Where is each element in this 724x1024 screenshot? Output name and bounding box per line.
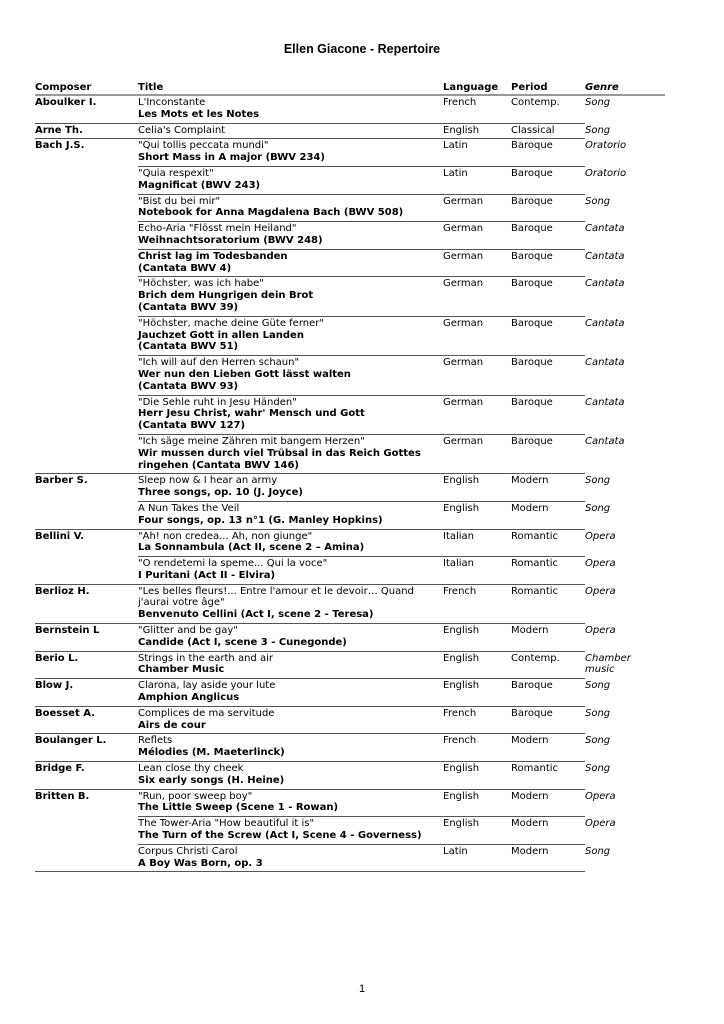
composer-group bbox=[35, 530, 665, 585]
work-title: Herr Jesu Christ, wahr' Mensch und Gott (Cantata BWV 127) bbox=[138, 408, 365, 432]
period-cell: Modern bbox=[511, 475, 549, 487]
composer-name: Bach J.S. bbox=[35, 139, 138, 474]
language-cell: Latin bbox=[443, 845, 468, 857]
language-cell: English bbox=[443, 652, 480, 664]
work-title: Wir mussen durch viel Trübsal in das Reich Gottes ringehen (Cantata BWV 146) bbox=[138, 447, 421, 471]
excerpt-title: Corpus Christi Carol bbox=[138, 845, 238, 857]
row-cells bbox=[138, 357, 585, 395]
language-cell: German bbox=[443, 396, 484, 408]
excerpt-title: Celia's Complaint bbox=[138, 124, 226, 136]
language-cell: German bbox=[443, 278, 484, 290]
title-cell bbox=[138, 625, 443, 649]
excerpt-title: "Höchster, mache deine Güte ferner" bbox=[138, 317, 324, 329]
title-cell bbox=[138, 846, 443, 870]
period-cell: Contemp. bbox=[511, 97, 560, 108]
title-cell bbox=[138, 436, 443, 471]
period-cell: Modern bbox=[511, 625, 549, 637]
excerpt-title: Reflets bbox=[138, 735, 173, 747]
excerpt-title: "Run, poor sweep boy" bbox=[138, 790, 253, 802]
table-row bbox=[138, 317, 665, 356]
genre-cell: Opera bbox=[585, 818, 616, 830]
language-cell: German bbox=[443, 250, 484, 262]
composer-works bbox=[138, 734, 665, 762]
language-cell: German bbox=[443, 223, 484, 235]
period-cell: Baroque bbox=[511, 680, 553, 692]
genre-cell: Cantata bbox=[585, 357, 625, 369]
genre-cell: Song bbox=[585, 707, 611, 719]
work-title: Six early songs (H. Heine) bbox=[138, 774, 285, 786]
composer-name: Blow J. bbox=[35, 679, 138, 707]
row-cells bbox=[138, 278, 585, 316]
period-cell: Baroque bbox=[511, 195, 553, 207]
genre-cell: Cantata bbox=[585, 223, 625, 235]
work-title: Brich dem Hungrigen dein Brot (Cantata BWV 39) bbox=[138, 290, 314, 313]
composer-name: Britten B. bbox=[35, 790, 138, 873]
table-row bbox=[138, 396, 665, 435]
genre-cell: Oratorio bbox=[585, 167, 627, 179]
row-cells bbox=[138, 97, 585, 124]
row-cells bbox=[138, 251, 585, 278]
language-cell: Italian bbox=[443, 558, 475, 570]
row-cells bbox=[138, 125, 585, 140]
language-cell: English bbox=[443, 680, 480, 692]
composer-works bbox=[138, 96, 665, 124]
composer-works bbox=[138, 790, 665, 873]
genre-cell: Cantata bbox=[585, 396, 625, 408]
table-row bbox=[138, 195, 665, 223]
row-cells bbox=[138, 318, 585, 356]
title-cell bbox=[138, 735, 443, 759]
title-cell bbox=[138, 223, 443, 247]
row-cells bbox=[138, 680, 585, 707]
work-title: Christ lag im Todesbanden (Cantata BWV 4) bbox=[138, 250, 288, 274]
composer-name: Aboulker I. bbox=[35, 96, 138, 124]
table-row bbox=[138, 356, 665, 395]
row-cells bbox=[138, 531, 585, 558]
excerpt-title: "Höchster, was ich habe" bbox=[138, 278, 264, 290]
header-composer: Composer bbox=[35, 82, 92, 93]
composer-name: Berlioz H. bbox=[35, 585, 138, 624]
row-cells bbox=[138, 735, 585, 762]
table-row bbox=[138, 167, 665, 195]
work-title: Jauchzet Gott in allen Landen (Cantata BWV 51) bbox=[138, 329, 304, 353]
excerpt-title: Echo-Aria "Flösst mein Heiland" bbox=[138, 223, 297, 235]
period-cell: Modern bbox=[511, 502, 549, 514]
excerpt-title: "Quia respexit" bbox=[138, 167, 214, 179]
excerpt-title: The Tower-Aria "How beautiful it is" bbox=[138, 818, 315, 830]
genre-cell: Song bbox=[585, 195, 611, 207]
title-cell bbox=[138, 680, 443, 704]
title-cell bbox=[138, 708, 443, 732]
table-row bbox=[138, 585, 665, 624]
work-title: Mélodies (M. Maeterlinck) bbox=[138, 747, 285, 759]
work-title: Magnificat (BWV 243) bbox=[138, 179, 261, 191]
composer-name: Bellini V. bbox=[35, 530, 138, 585]
table-row bbox=[138, 96, 665, 124]
table-row bbox=[138, 734, 665, 762]
row-cells bbox=[138, 846, 585, 873]
excerpt-title: "Ich säge meine Zähren mit bangem Herzen" bbox=[138, 435, 365, 447]
excerpt-title: "Die Sehle ruht in Jesu Händen" bbox=[138, 396, 297, 408]
composer-group bbox=[35, 790, 665, 873]
period-cell: Baroque bbox=[511, 707, 553, 719]
composer-group bbox=[35, 124, 665, 140]
genre-cell: Song bbox=[585, 475, 611, 487]
work-title: Weihnachtsoratorium (BWV 248) bbox=[138, 234, 323, 246]
title-cell bbox=[138, 558, 443, 582]
header-title: Title bbox=[138, 82, 164, 93]
row-cells bbox=[138, 653, 585, 680]
row-cells bbox=[138, 708, 585, 735]
title-cell bbox=[138, 503, 443, 527]
row-cells bbox=[138, 168, 585, 195]
composer-works bbox=[138, 762, 665, 790]
period-cell: Romantic bbox=[511, 585, 559, 597]
title-cell bbox=[138, 475, 443, 499]
row-cells bbox=[138, 818, 585, 845]
title-cell bbox=[138, 196, 443, 220]
work-title: Benvenuto Cellini (Act I, scene 2 - Teresa) bbox=[138, 609, 374, 621]
period-cell: Baroque bbox=[511, 357, 553, 369]
title-cell bbox=[138, 318, 443, 353]
period-cell: Romantic bbox=[511, 763, 559, 775]
composer-works bbox=[138, 624, 665, 652]
period-cell: Modern bbox=[511, 790, 549, 802]
period-cell: Baroque bbox=[511, 250, 553, 262]
language-cell: English bbox=[443, 818, 480, 830]
excerpt-title: "Ah! non credea... Ah, non giunge" bbox=[138, 530, 313, 542]
table-row bbox=[138, 557, 665, 585]
table-row bbox=[138, 817, 665, 845]
language-cell: Latin bbox=[443, 140, 468, 152]
period-cell: Baroque bbox=[511, 140, 553, 152]
title-cell bbox=[138, 653, 443, 677]
composer-group bbox=[35, 139, 665, 474]
genre-cell: Oratorio bbox=[585, 140, 627, 152]
genre-cell: Song bbox=[585, 680, 611, 692]
composer-works bbox=[138, 139, 665, 474]
genre-cell: Cantata bbox=[585, 278, 625, 290]
composer-works bbox=[138, 679, 665, 707]
composer-name: Bernstein L bbox=[35, 624, 138, 652]
excerpt-title: "Qui tollis peccata mundi" bbox=[138, 140, 269, 152]
title-cell bbox=[138, 531, 443, 555]
table-row bbox=[138, 790, 665, 818]
genre-cell: Song bbox=[585, 97, 611, 108]
work-title: Four songs, op. 13 n°1 (G. Manley Hopkins) bbox=[138, 514, 383, 526]
work-title: Wer nun den Lieben Gott lässt walten (Cantata BWV 93) bbox=[138, 368, 351, 392]
genre-cell: Opera bbox=[585, 625, 616, 637]
work-title: Short Mass in A major (BWV 234) bbox=[138, 152, 325, 164]
language-cell: French bbox=[443, 585, 477, 597]
table-row bbox=[138, 624, 665, 652]
composer-name: Boulanger L. bbox=[35, 734, 138, 762]
work-title: Candide (Act I, scene 3 - Cunegonde) bbox=[138, 636, 347, 648]
table-row bbox=[138, 250, 665, 278]
composer-group bbox=[35, 585, 665, 624]
title-cell bbox=[138, 586, 443, 621]
header-genre: Genre bbox=[585, 82, 619, 93]
genre-cell: Song bbox=[585, 845, 611, 857]
language-cell: French bbox=[443, 707, 477, 719]
language-cell: English bbox=[443, 502, 480, 514]
excerpt-title: Sleep now & I hear an army bbox=[138, 475, 278, 487]
genre-cell: Chamber music bbox=[585, 652, 631, 676]
composer-name: Boesset A. bbox=[35, 707, 138, 735]
title-cell bbox=[138, 763, 443, 787]
period-cell: Modern bbox=[511, 818, 549, 830]
row-cells bbox=[138, 586, 585, 624]
work-title: Amphion Anglicus bbox=[138, 692, 240, 704]
work-title: Three songs, op. 10 (J. Joyce) bbox=[138, 487, 303, 499]
work-title: Airs de cour bbox=[138, 719, 206, 731]
header-language: Language bbox=[443, 82, 499, 93]
table-row bbox=[138, 222, 665, 250]
language-cell: English bbox=[443, 790, 480, 802]
composer-works bbox=[138, 707, 665, 735]
repertoire-table bbox=[35, 79, 665, 872]
header-period: Period bbox=[511, 82, 548, 93]
language-cell: English bbox=[443, 763, 480, 775]
period-cell: Baroque bbox=[511, 317, 553, 329]
genre-cell: Cantata bbox=[585, 435, 625, 447]
period-cell: Baroque bbox=[511, 167, 553, 179]
row-cells bbox=[138, 436, 585, 474]
period-cell: Modern bbox=[511, 845, 549, 857]
period-cell: Romantic bbox=[511, 530, 559, 542]
table-row bbox=[138, 474, 665, 502]
table-row bbox=[138, 679, 665, 707]
composer-name: Berio L. bbox=[35, 652, 138, 680]
language-cell: English bbox=[443, 625, 480, 637]
title-cell bbox=[138, 251, 443, 275]
composer-name: Barber S. bbox=[35, 474, 138, 529]
excerpt-title: "Ich will auf den Herren schaun" bbox=[138, 357, 300, 369]
row-cells bbox=[138, 625, 585, 652]
language-cell: English bbox=[443, 475, 480, 487]
language-cell: French bbox=[443, 97, 477, 108]
title-cell bbox=[138, 140, 443, 164]
table-row bbox=[138, 530, 665, 558]
work-title: I Puritani (Act II - Elvira) bbox=[138, 569, 276, 581]
period-cell: Baroque bbox=[511, 396, 553, 408]
composer-name: Bridge F. bbox=[35, 762, 138, 790]
language-cell: German bbox=[443, 435, 484, 447]
composer-group bbox=[35, 762, 665, 790]
table-row bbox=[138, 277, 665, 316]
period-cell: Romantic bbox=[511, 558, 559, 570]
excerpt-title: A Nun Takes the Veil bbox=[138, 502, 240, 514]
table-row bbox=[138, 139, 665, 167]
genre-cell: Song bbox=[585, 763, 611, 775]
work-title: Chamber Music bbox=[138, 664, 225, 676]
title-cell bbox=[138, 97, 443, 121]
excerpt-title: "Glitter and be gay" bbox=[138, 625, 238, 637]
genre-cell: Cantata bbox=[585, 250, 625, 262]
genre-cell: Opera bbox=[585, 558, 616, 570]
composer-works bbox=[138, 585, 665, 624]
page-title: Ellen Giacone - Repertoire bbox=[283, 42, 441, 56]
table-body bbox=[35, 96, 665, 872]
language-cell: English bbox=[443, 124, 480, 136]
genre-cell: Song bbox=[585, 735, 611, 747]
title-cell bbox=[138, 278, 443, 313]
period-cell: Baroque bbox=[511, 223, 553, 235]
table-row bbox=[138, 845, 665, 873]
composer-group bbox=[35, 679, 665, 707]
language-cell: Latin bbox=[443, 167, 468, 179]
row-cells bbox=[138, 397, 585, 435]
excerpt-title: L'Inconstante bbox=[138, 97, 206, 108]
row-cells bbox=[138, 763, 585, 790]
title-cell bbox=[138, 357, 443, 392]
title-cell bbox=[138, 168, 443, 192]
genre-cell: Opera bbox=[585, 585, 616, 597]
row-cells bbox=[138, 140, 585, 167]
composer-name: Arne Th. bbox=[35, 124, 138, 140]
table-row bbox=[138, 502, 665, 530]
row-cells bbox=[138, 196, 585, 223]
table-row bbox=[138, 124, 665, 140]
row-cells bbox=[138, 475, 585, 502]
page-number: 1 bbox=[358, 983, 366, 995]
composer-group bbox=[35, 624, 665, 652]
period-cell: Modern bbox=[511, 735, 549, 747]
work-title: The Little Sweep (Scene 1 - Rowan) bbox=[138, 802, 339, 814]
table-row bbox=[138, 435, 665, 474]
period-cell: Classical bbox=[511, 124, 555, 136]
composer-works bbox=[138, 124, 665, 140]
composer-group bbox=[35, 96, 665, 124]
row-cells bbox=[138, 503, 585, 530]
excerpt-title: Strings in the earth and air bbox=[138, 652, 273, 664]
excerpt-title: "O rendetemi la speme... Qui la voce" bbox=[138, 558, 328, 570]
language-cell: French bbox=[443, 735, 477, 747]
title-cell bbox=[138, 125, 443, 137]
row-cells bbox=[138, 558, 585, 585]
genre-cell: Cantata bbox=[585, 317, 625, 329]
genre-cell: Opera bbox=[585, 790, 616, 802]
row-cells bbox=[138, 223, 585, 250]
work-title: Notebook for Anna Magdalena Bach (BWV 508) bbox=[138, 207, 404, 219]
title-cell bbox=[138, 818, 443, 842]
language-cell: Italian bbox=[443, 530, 475, 542]
work-title: A Boy Was Born, op. 3 bbox=[138, 857, 263, 869]
table-row bbox=[138, 652, 665, 680]
work-title: Les Mots et les Notes bbox=[138, 108, 260, 120]
table-row bbox=[138, 707, 665, 735]
language-cell: German bbox=[443, 317, 484, 329]
excerpt-title: Complices de ma servitude bbox=[138, 707, 275, 719]
excerpt-title: "Les belles fleurs!... Entre l'amour et le devoir… Quand j'aurai votre âge" bbox=[138, 585, 414, 609]
period-cell: Contemp. bbox=[511, 652, 560, 664]
excerpt-title: Clarona, lay aside your lute bbox=[138, 680, 276, 692]
row-cells bbox=[138, 791, 585, 818]
title-cell bbox=[138, 791, 443, 815]
composer-group bbox=[35, 707, 665, 735]
table-row bbox=[138, 762, 665, 790]
composer-group bbox=[35, 652, 665, 680]
table-header bbox=[35, 79, 665, 96]
composer-works bbox=[138, 652, 665, 680]
work-title: The Turn of the Screw (Act I, Scene 4 - Governess) bbox=[138, 830, 422, 842]
composer-group bbox=[35, 734, 665, 762]
language-cell: German bbox=[443, 357, 484, 369]
composer-group bbox=[35, 474, 665, 529]
title-cell bbox=[138, 397, 443, 432]
genre-cell: Song bbox=[585, 502, 611, 514]
excerpt-title: "Bist du bei mir" bbox=[138, 195, 221, 207]
period-cell: Baroque bbox=[511, 435, 553, 447]
genre-cell: Opera bbox=[585, 530, 616, 542]
work-title: La Sonnambula (Act II, scene 2 – Amina) bbox=[138, 542, 365, 554]
language-cell: German bbox=[443, 195, 484, 207]
genre-cell: Song bbox=[585, 124, 611, 136]
composer-works bbox=[138, 530, 665, 585]
composer-works bbox=[138, 474, 665, 529]
excerpt-title: Lean close thy cheek bbox=[138, 763, 244, 775]
period-cell: Baroque bbox=[511, 278, 553, 290]
